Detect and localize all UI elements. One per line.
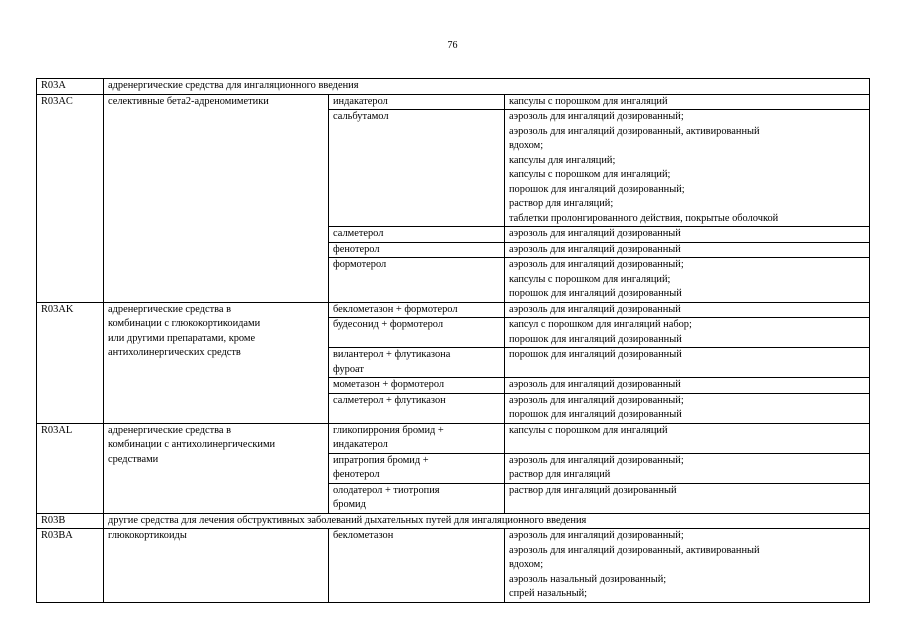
dosage-form-line: аэрозоль назальный дозированный; [509, 573, 667, 585]
dosage-form-line: аэрозоль для ингаляций дозированный [509, 228, 681, 239]
pharm-group-line: адренергические средства в [108, 424, 232, 436]
dosage-form-line: капсул с порошком для ингаляций набор; [509, 319, 692, 330]
drug-name [329, 483, 505, 513]
dosage-form-line: вдохом; [509, 140, 544, 151]
drug-name [329, 348, 505, 378]
dosage-form-line: раствор для ингаляций; [509, 198, 614, 209]
section-row [37, 513, 870, 529]
dosage-forms [505, 302, 870, 318]
dosage-forms [505, 110, 870, 227]
pharm-group-line: или другими препаратами, кроме [108, 332, 256, 344]
drug-name-line: сальбутамол [333, 111, 389, 122]
drug-name-line: гликопиррония бромид + [333, 424, 444, 436]
dosage-forms [505, 453, 870, 483]
dosage-form-line: капсулы с порошком для ингаляций [509, 95, 668, 107]
dosage-form-line: аэрозоль для ингаляций дозированный; [509, 394, 684, 406]
page-number: 76 [447, 40, 458, 51]
drug-table [36, 78, 870, 603]
drug-name [329, 423, 505, 453]
drug-name-line: ипратропия бромид + [333, 454, 429, 466]
dosage-forms [505, 378, 870, 394]
pharm-group-line: антихолинергических средств [108, 347, 241, 358]
drug-name-line: индакатерол [333, 95, 388, 107]
drug-name-line: бромид [333, 499, 366, 510]
dosage-form-line: раствор для ингаляций дозированный [509, 484, 677, 496]
dosage-form-line: вдохом; [509, 559, 544, 570]
drug-name-line: будесонид + формотерол [333, 319, 444, 330]
dosage-form-line: спрей назальный; [509, 588, 588, 599]
drug-name [329, 110, 505, 227]
drug-name [329, 94, 505, 110]
drug-name [329, 393, 505, 423]
atc-code: R03BA [37, 529, 104, 603]
dosage-forms [505, 529, 870, 603]
drug-name-line: вилантерол + флутиказона [333, 349, 451, 360]
dosage-form-line: порошок для ингаляций дозированный [509, 349, 682, 360]
pharm-group-line: комбинации с антихолинергическими [108, 439, 276, 450]
dosage-form-line: аэрозоль для ингаляций дозированный [509, 243, 681, 255]
dosage-forms [505, 393, 870, 423]
pharm-group-line: глюкокортикоиды [108, 530, 187, 541]
drug-name [329, 258, 505, 303]
pharm-group [104, 302, 329, 423]
drug-name-line: беклометазон + формотерол [333, 303, 458, 315]
dosage-form-line: аэрозоль для ингаляций дозированный [509, 379, 681, 390]
drug-name [329, 453, 505, 483]
dosage-form-line: раствор для ингаляций [509, 469, 611, 480]
drug-name-line: фенотерол [333, 469, 380, 480]
pharm-group [104, 529, 329, 603]
drug-name-line: фуроат [333, 363, 364, 375]
drug-name-line: мометазон + формотерол [333, 379, 445, 390]
drug-name-line: фенотерол [333, 243, 380, 255]
dosage-forms [505, 258, 870, 303]
atc-code: R03A [37, 79, 104, 95]
dosage-forms [505, 242, 870, 258]
dosage-form-line: аэрозоль для ингаляций дозированный; [509, 259, 684, 270]
dosage-form-line: порошок для ингаляций дозированный [509, 409, 682, 420]
drug-name [329, 378, 505, 394]
drug-name-line: формотерол [333, 259, 387, 270]
drug-name [329, 227, 505, 243]
dosage-form-line: аэрозоль для ингаляций дозированный; [509, 454, 684, 466]
dosage-form-line: капсулы с порошком для ингаляций; [509, 273, 671, 285]
atc-code: R03B [37, 513, 104, 529]
section-title: другие средства для лечения обструктивных заболеваний дыхательных путей для ингаляционного введения [104, 513, 870, 529]
dosage-forms [505, 348, 870, 378]
atc-code: R03AC [37, 94, 104, 302]
drug-name-line: беклометазон [333, 530, 394, 541]
pharm-group-line: комбинации с глюкокортикоидами [108, 318, 261, 329]
dosage-form-line: аэрозоль для ингаляций дозированный [509, 303, 681, 315]
pharm-group-line: адренергические средства в [108, 303, 232, 315]
dosage-forms [505, 227, 870, 243]
dosage-form-line: порошок для ингаляций дозированный [509, 333, 682, 345]
drug-name [329, 302, 505, 318]
drug-name-line: олодатерол + тиотропия [333, 484, 440, 496]
dosage-forms [505, 318, 870, 348]
dosage-forms [505, 94, 870, 110]
dosage-form-line: аэрозоль для ингаляций дозированный; [509, 530, 684, 541]
dosage-form-line: капсулы с порошком для ингаляций; [509, 169, 671, 180]
dosage-form-line: аэрозоль для ингаляций дозированный, активированный [509, 125, 760, 137]
drug-name-line: салметерол + флутиказон [333, 394, 446, 406]
pharm-group-line: селективные бета2-адреномиметики [108, 95, 269, 107]
dosage-form-line: аэрозоль для ингаляций дозированный; [509, 111, 684, 122]
drug-name-line: индакатерол [333, 439, 388, 450]
drug-row [37, 94, 870, 110]
drug-row [37, 529, 870, 603]
drug-name-line: салметерол [333, 228, 384, 239]
dosage-forms [505, 423, 870, 453]
dosage-form-line: порошок для ингаляций дозированный [509, 288, 682, 299]
dosage-forms [505, 483, 870, 513]
dosage-form-line: порошок для ингаляций дозированный; [509, 183, 685, 195]
pharm-group [104, 423, 329, 513]
dosage-form-line: таблетки пролонгированного действия, покрытые оболочкой [509, 212, 779, 224]
drug-name [329, 529, 505, 603]
drug-row [37, 302, 870, 318]
atc-code: R03AL [37, 423, 104, 513]
drug-name [329, 318, 505, 348]
drug-row [37, 423, 870, 453]
dosage-form-line: аэрозоль для ингаляций дозированный, активированный [509, 544, 760, 556]
atc-code: R03AK [37, 302, 104, 423]
dosage-form-line: капсулы для ингаляций; [509, 154, 616, 166]
section-row [37, 79, 870, 95]
pharm-group [104, 94, 329, 302]
dosage-form-line: капсулы с порошком для ингаляций [509, 424, 668, 436]
section-title: адренергические средства для ингаляционного введения [104, 79, 870, 95]
pharm-group-line: средствами [108, 453, 159, 465]
drug-name [329, 242, 505, 258]
